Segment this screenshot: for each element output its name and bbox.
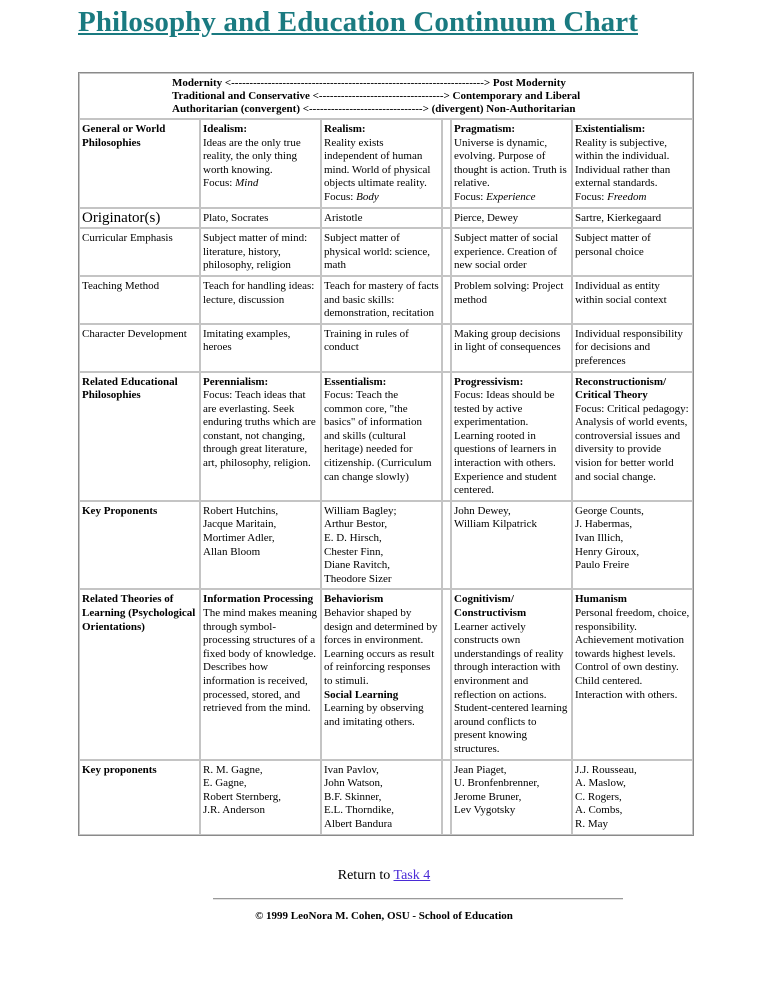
- row-label: General or World Philosophies: [79, 119, 200, 208]
- name-line: John Watson,: [324, 777, 383, 790]
- name-line: Albert Bandura: [324, 817, 393, 830]
- name-line: Mortimer Adler,: [203, 532, 275, 545]
- table-row: [79, 276, 693, 324]
- cell-text: Reality exists independent of human mind. World of physical objects ultimate reality.: [324, 136, 431, 190]
- name-line: Ivan Pavlov,: [324, 763, 379, 776]
- spacer-cell: [442, 276, 451, 324]
- table-cell: [321, 501, 442, 590]
- cell-title: Perennialism:: [203, 375, 269, 388]
- name-line: J. Habermas,: [575, 518, 633, 531]
- focus-label: Focus:: [454, 190, 487, 203]
- name-line: William Bagley;: [324, 504, 397, 517]
- cell-text: Learning by observing and imitating others.: [324, 702, 424, 728]
- name-line: C. Rogers,: [575, 790, 622, 803]
- spacer-cell: [442, 324, 451, 372]
- task-4-link[interactable]: Task 4: [393, 868, 431, 883]
- name-line: Chester Finn,: [324, 545, 384, 558]
- table-cell: Sartre, Kierkegaard: [572, 208, 693, 229]
- continuum-header: [79, 73, 693, 119]
- table-row: [79, 208, 693, 229]
- name-line: J.J. Rousseau,: [575, 763, 637, 776]
- name-line: E. Gagne,: [203, 777, 247, 790]
- row-label: Related Theories of Learning (Psychological Orientations): [79, 589, 200, 759]
- name-line: Jerome Bruner,: [454, 790, 522, 803]
- spacer-cell: [442, 208, 451, 229]
- row-label: Curricular Emphasis: [79, 228, 200, 276]
- cell-title: Humanism: [575, 593, 627, 606]
- cell-text: Focus: Critical pedagogy: Analysis of world events, controversial issues and diversity to provide vision for better world and social change.: [575, 402, 689, 483]
- table-cell: Teach for mastery of facts and basic skills: demonstration, recitation: [321, 276, 442, 324]
- cell-title: Existentialism:: [575, 123, 646, 135]
- table-cell: [200, 760, 321, 835]
- name-line: Jacque Maritain,: [203, 518, 277, 531]
- cell-text: Learner actively constructs own understandings of reality through interaction with environment and reflection on actions. Student-centered learning around conflicts to present knowing structures.: [454, 620, 568, 755]
- name-line: Theodore Sizer: [324, 572, 392, 585]
- cell-title: Information Processing: [203, 593, 314, 606]
- cell-text: Focus: Ideas should be tested by active experimentation. Learning rooted in questions of learners in interaction with others. Experience and student centered.: [454, 389, 557, 497]
- focus-label: Focus:: [324, 190, 357, 203]
- name-line: J.R. Anderson: [203, 804, 266, 817]
- table-cell: [321, 119, 442, 208]
- name-line: R. May: [575, 817, 608, 830]
- cell-text: Focus: Teach the common core, "the basics" of information and skills (cultural heritage) needed for citizenship. (Curriculum can change slowly): [324, 389, 432, 483]
- focus-value: Body: [356, 190, 379, 203]
- name-line: Paulo Freire: [575, 559, 630, 572]
- row-label: Key proponents: [79, 760, 200, 835]
- table-cell: [451, 501, 572, 590]
- cell-title: Progressivism:: [454, 375, 524, 388]
- focus-value: Mind: [235, 177, 259, 190]
- table-cell: Making group decisions in light of consequences: [451, 324, 572, 372]
- spacer-cell: [442, 589, 451, 759]
- cell-text: Behavior shaped by design and determined by forces in environment. Learning occurs as result of reinforcing responses to stimuli.: [324, 607, 438, 687]
- cell-title: Realism:: [324, 123, 366, 135]
- row-label: Originator(s): [79, 208, 200, 229]
- row-label: Related Educational Philosophies: [79, 372, 200, 501]
- table-cell: [572, 119, 693, 208]
- name-line: Henry Giroux,: [575, 545, 640, 558]
- return-text: Return to: [337, 868, 391, 883]
- row-label: Key Proponents: [79, 501, 200, 590]
- cell-title: Cognitivism/ Constructivism: [454, 593, 527, 619]
- table-cell: Pierce, Dewey: [451, 208, 572, 229]
- table-cell: [321, 760, 442, 835]
- cell-text: Ideas are the only true reality, the only thing worth knowing.: [203, 136, 301, 176]
- focus-value: Experience: [486, 190, 536, 203]
- focus-label: Focus:: [203, 177, 236, 190]
- table-cell: Teach for handling ideas: lecture, discussion: [200, 276, 321, 324]
- continuum-header-row: [79, 73, 693, 119]
- table-cell: Individual responsibility for decisions and preferences: [572, 324, 693, 372]
- table-cell: [200, 372, 321, 501]
- continuum-line-modernity: Modernity <---------------------------------------------------------------------> Post Modernity: [172, 77, 566, 89]
- name-line: George Counts,: [575, 504, 644, 517]
- cell-text: Reality is subjective, within the individual. Individual rather than external standards.: [575, 136, 671, 190]
- cell-title: Pragmatism:: [454, 123, 516, 135]
- table-row: [79, 324, 693, 372]
- table-cell: Aristotle: [321, 208, 442, 229]
- table-cell: [451, 119, 572, 208]
- table-cell: Subject matter of personal choice: [572, 228, 693, 276]
- table-cell: [321, 589, 442, 759]
- table-cell: Subject matter of social experience. Creation of new social order: [451, 228, 572, 276]
- cell-text: Focus: Teach ideas that are everlasting. Seek enduring truths which are constant, not changing, through great literature, art, philosophy, religion.: [203, 389, 316, 470]
- continuum-line-traditional: Traditional and Conservative <----------------------------------> Contemporary and Liberal: [172, 90, 581, 102]
- name-line: Ivan Illich,: [575, 532, 624, 545]
- name-line: William Kilpatrick: [454, 518, 537, 531]
- focus-label: Focus:: [575, 190, 608, 203]
- row-label: Character Development: [79, 324, 200, 372]
- cell-title: Social Learning: [324, 688, 399, 701]
- table-cell: [200, 119, 321, 208]
- table-cell: [451, 372, 572, 501]
- spacer-cell: [442, 372, 451, 501]
- name-line: Allan Bloom: [203, 545, 261, 558]
- table-cell: [200, 589, 321, 759]
- table-cell: Subject matter of mind: literature, history, philosophy, religion: [200, 228, 321, 276]
- name-line: Robert Hutchins,: [203, 504, 279, 517]
- cell-text: Universe is dynamic, evolving. Purpose of thought is action. Truth is relative.: [454, 136, 567, 190]
- name-line: Robert Sternberg,: [203, 790, 282, 803]
- spacer-cell: [442, 119, 451, 208]
- table-row: [79, 228, 693, 276]
- cell-title: Reconstructionism/ Critical Theory: [575, 375, 667, 402]
- spacer-cell: [442, 501, 451, 590]
- table-cell: Problem solving: Project method: [451, 276, 572, 324]
- table-cell: Training in rules of conduct: [321, 324, 442, 372]
- name-line: A. Maslow,: [575, 777, 626, 790]
- table-cell: [200, 501, 321, 590]
- table-cell: [572, 372, 693, 501]
- continuum-chart: [78, 72, 694, 836]
- name-line: Diane Ravitch,: [324, 559, 390, 572]
- table-row: [79, 589, 693, 759]
- cell-title: Idealism:: [203, 123, 247, 135]
- name-line: Jean Piaget,: [454, 763, 507, 776]
- name-line: Lev Vygotsky: [454, 804, 516, 817]
- table-row: [79, 760, 693, 835]
- name-line: John Dewey,: [454, 504, 511, 517]
- cell-text: The mind makes meaning through symbol-processing structures of a fixed body of knowledge. Describes how information is received, processed, stored, and retrieved from the mind.: [203, 607, 317, 715]
- table-cell: Imitating examples, heroes: [200, 324, 321, 372]
- table-cell: [572, 501, 693, 590]
- name-line: A. Combs,: [575, 804, 623, 817]
- copyright-footer: © 1999 LeoNora M. Cohen, OSU - School of Education: [255, 910, 513, 922]
- cell-title: Behaviorism: [324, 593, 384, 606]
- name-line: E.L. Thorndike,: [324, 804, 395, 817]
- name-line: E. D. Hirsch,: [324, 532, 382, 545]
- name-line: R. M. Gagne,: [203, 763, 263, 776]
- table-cell: Plato, Socrates: [200, 208, 321, 229]
- cell-text: Personal freedom, choice, responsibility. Achievement motivation towards highest levels. Control of own destiny. Child centered. Interaction with others.: [575, 607, 690, 701]
- spacer-cell: [442, 228, 451, 276]
- cell-title: Essentialism:: [324, 375, 387, 388]
- continuum-line-authoritarian: Authoritarian (convergent) <-------------------------------> (divergent) Non-Authoritarian: [172, 103, 576, 115]
- focus-value: Freedom: [607, 190, 647, 203]
- table-cell: Individual as entity within social context: [572, 276, 693, 324]
- table-cell: Subject matter of physical world: science, math: [321, 228, 442, 276]
- page-title: Philosophy and Education Continuum Chart: [78, 6, 638, 38]
- return-line: [0, 868, 768, 884]
- table-row: [79, 372, 693, 501]
- table-row: [79, 119, 693, 208]
- footer-divider: [213, 898, 623, 900]
- table-cell: [451, 760, 572, 835]
- table-cell: [451, 589, 572, 759]
- table-cell: [321, 372, 442, 501]
- spacer-cell: [442, 760, 451, 835]
- name-line: U. Bronfenbrenner,: [454, 777, 540, 790]
- name-line: Arthur Bestor,: [324, 518, 388, 531]
- table-cell: [572, 589, 693, 759]
- name-line: B.F. Skinner,: [324, 790, 382, 803]
- table-row: [79, 501, 693, 590]
- table-cell: [572, 760, 693, 835]
- row-label: Teaching Method: [79, 276, 200, 324]
